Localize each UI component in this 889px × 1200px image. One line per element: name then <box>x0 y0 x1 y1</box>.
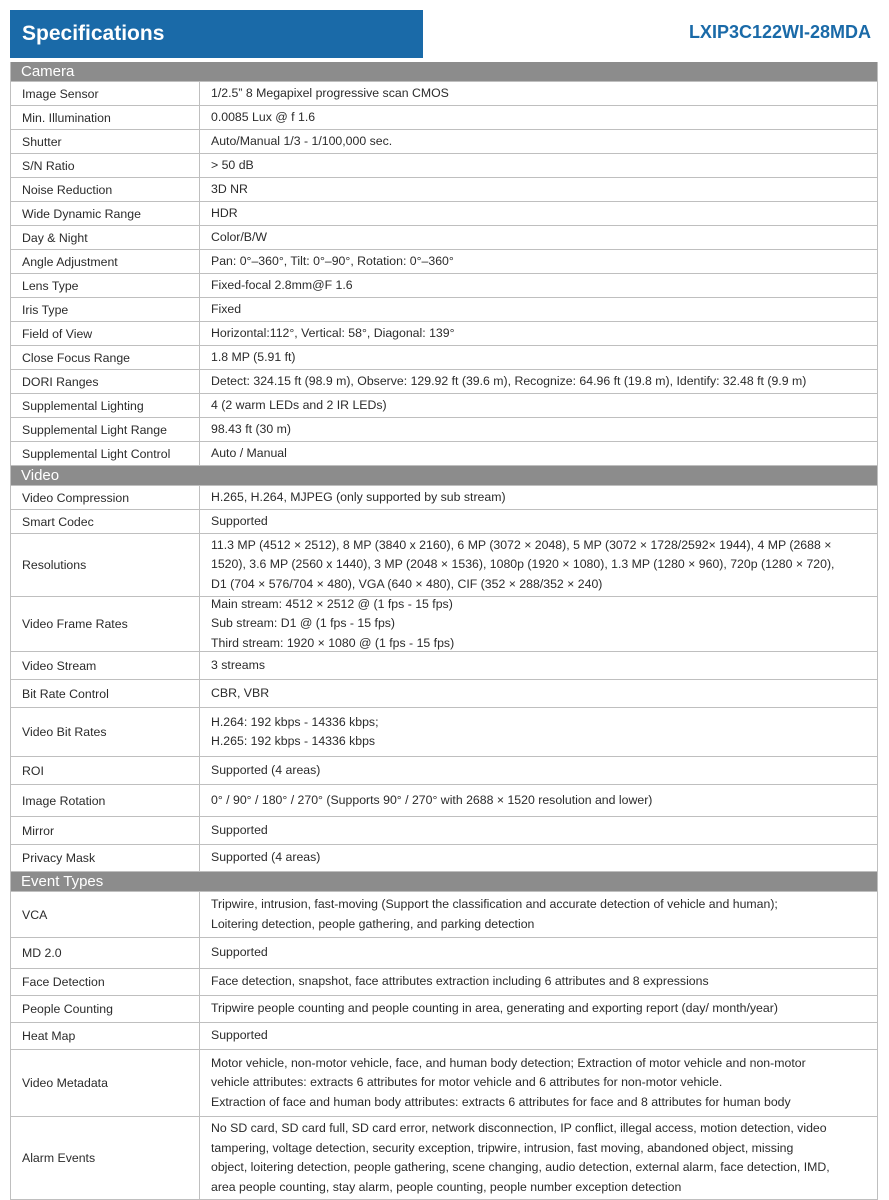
spec-value-line: Auto/Manual 1/3 - 1/100,000 sec. <box>211 133 393 148</box>
spec-label: Supplemental Light Range <box>11 418 200 441</box>
spec-value <box>200 892 877 937</box>
spec-value-line: area people counting, stay alarm, people counting, people number exception detection <box>211 1179 682 1194</box>
spec-label: Video Stream <box>11 652 200 679</box>
spec-label: Video Bit Rates <box>11 708 200 756</box>
spec-label: MD 2.0 <box>11 938 200 968</box>
spec-value <box>200 394 877 417</box>
spec-row <box>11 370 877 394</box>
spec-row <box>11 652 877 680</box>
spec-value-line: Fixed-focal 2.8mm@F 1.6 <box>211 277 353 292</box>
spec-value <box>200 1050 877 1116</box>
spec-value <box>200 250 877 273</box>
spec-value <box>200 938 877 968</box>
spec-value-line: Third stream: 1920 × 1080 @ (1 fps - 15 fps) <box>211 635 455 650</box>
spec-row <box>11 418 877 442</box>
spec-value-line: 3 streams <box>211 657 265 672</box>
spec-label: Video Frame Rates <box>11 597 200 651</box>
spec-value <box>200 130 877 153</box>
page-header <box>0 0 889 62</box>
spec-value-line: object, loitering detection, people gathering, scene changing, audio detection, external alarm, face detection, IMD, <box>211 1160 830 1174</box>
spec-value-line: 4 (2 warm LEDs and 2 IR LEDs) <box>211 397 387 412</box>
spec-label: Angle Adjustment <box>11 250 200 273</box>
spec-value <box>200 845 877 871</box>
spec-value-line: Color/B/W <box>211 229 268 244</box>
spec-label: Noise Reduction <box>11 178 200 201</box>
spec-value <box>200 106 877 129</box>
spec-label: Video Metadata <box>11 1050 200 1116</box>
spec-row <box>11 346 877 370</box>
spec-value-line: 0° / 90° / 180° / 270° (Supports 90° / 270° with 2688 × 1520 resolution and lower) <box>211 792 653 807</box>
spec-label: Iris Type <box>11 298 200 321</box>
spec-label: Shutter <box>11 130 200 153</box>
spec-label: Resolutions <box>11 534 200 596</box>
spec-label: Min. Illumination <box>11 106 200 129</box>
spec-label: Heat Map <box>11 1023 200 1049</box>
spec-label: Lens Type <box>11 274 200 297</box>
spec-value-line: Supported <box>211 1028 268 1043</box>
spec-value <box>200 370 877 393</box>
spec-value-line: Tripwire people counting and people counting in area, generating and exporting report (day/ month/year) <box>211 1001 778 1016</box>
spec-label: ROI <box>11 757 200 784</box>
spec-row <box>11 845 877 872</box>
spec-row <box>11 817 877 845</box>
spec-row <box>11 154 877 178</box>
spec-label: S/N Ratio <box>11 154 200 177</box>
spec-label: Wide Dynamic Range <box>11 202 200 225</box>
spec-value-line: Supported (4 areas) <box>211 762 321 777</box>
spec-label: Field of View <box>11 322 200 345</box>
spec-value <box>200 486 877 509</box>
spec-value <box>200 597 877 651</box>
spec-value-line: Loitering detection, people gathering, and parking detection <box>211 916 535 931</box>
spec-value-line: HDR <box>211 205 238 220</box>
spec-value <box>200 510 877 533</box>
spec-value <box>200 652 877 679</box>
spec-value <box>200 680 877 707</box>
spec-label: Bit Rate Control <box>11 680 200 707</box>
spec-row <box>11 996 877 1023</box>
spec-label: Day & Night <box>11 226 200 249</box>
spec-row <box>11 82 877 106</box>
spec-value <box>200 418 877 441</box>
spec-row <box>11 785 877 817</box>
spec-row <box>11 442 877 466</box>
spec-value-line: Supported <box>211 822 268 837</box>
spec-value-line: 1520), 3.6 MP (2560 x 1440), 3 MP (2048 × 1536), 1080p (1920 × 1080), 1.3 MP (1280 × 960), 720p (1280 × 720), <box>211 557 835 572</box>
spec-row <box>11 298 877 322</box>
spec-value-line: 11.3 MP (4512 × 2512), 8 MP (3840 x 2160), 6 MP (3072 × 2048), 5 MP (3072 × 1728/2592× 1944), 4 MP (2688 × <box>211 537 832 552</box>
spec-value-line: Face detection, snapshot, face attributes extraction including 6 attributes and 8 expressions <box>211 974 709 989</box>
spec-row <box>11 250 877 274</box>
spec-label: DORI Ranges <box>11 370 200 393</box>
spec-row <box>11 178 877 202</box>
spec-row <box>11 394 877 418</box>
spec-value-line: Pan: 0°–360°, Tilt: 0°–90°, Rotation: 0°–360° <box>211 253 454 268</box>
spec-value <box>200 757 877 784</box>
spec-value-line: Extraction of face and human body attributes: extracts 6 attributes for face and 8 attributes for human body <box>211 1094 791 1109</box>
model-number: LXIP3C122WI-28MDA <box>688 22 871 42</box>
spec-row <box>11 510 877 534</box>
spec-row <box>11 1117 877 1200</box>
spec-value <box>200 1117 877 1199</box>
spec-value-line: 1/2.5” 8 Megapixel progressive scan CMOS <box>211 85 449 100</box>
spec-row <box>11 757 877 785</box>
spec-value-line: vehicle attributes: extracts 6 attributes for motor vehicle and 6 attributes for non-motor vehicle. <box>211 1075 723 1090</box>
spec-row <box>11 708 877 757</box>
spec-row <box>11 202 877 226</box>
spec-value-line: 98.43 ft (30 m) <box>211 421 291 436</box>
spec-label: Image Rotation <box>11 785 200 816</box>
spec-row <box>11 106 877 130</box>
spec-label: Alarm Events <box>11 1117 200 1199</box>
spec-label: Image Sensor <box>11 82 200 105</box>
spec-value <box>200 82 877 105</box>
spec-row <box>11 486 877 510</box>
spec-label: Supplemental Lighting <box>11 394 200 417</box>
spec-value <box>200 346 877 369</box>
spec-row <box>11 130 877 154</box>
spec-value-line: H.265, H.264, MJPEG (only supported by sub stream) <box>211 489 506 504</box>
spec-value-line: 1.8 MP (5.91 ft) <box>211 349 296 364</box>
spec-value-line: Main stream: 4512 × 2512 @ (1 fps - 15 fps) <box>211 596 453 611</box>
spec-value-line: Fixed <box>211 301 242 316</box>
spec-value <box>200 785 877 816</box>
spec-value-line: Sub stream: D1 @ (1 fps - 15 fps) <box>211 616 396 631</box>
spec-value <box>200 708 877 756</box>
spec-value <box>200 298 877 321</box>
spec-row <box>11 226 877 250</box>
spec-value-line: Supported <box>211 945 268 960</box>
spec-value-line: 3D NR <box>211 181 248 196</box>
spec-value-line: Auto / Manual <box>211 445 287 460</box>
spec-row <box>11 1050 877 1117</box>
spec-value-line: H.265: 192 kbps - 14336 kbps <box>211 734 376 748</box>
spec-row <box>11 534 877 597</box>
spec-row <box>11 1023 877 1050</box>
spec-label: Smart Codec <box>11 510 200 533</box>
spec-value <box>200 178 877 201</box>
spec-label: Face Detection <box>11 969 200 995</box>
spec-label: Close Focus Range <box>11 346 200 369</box>
spec-value <box>200 202 877 225</box>
spec-label: Privacy Mask <box>11 845 200 871</box>
spec-value <box>200 534 877 596</box>
spec-row <box>11 969 877 996</box>
spec-row <box>11 597 877 652</box>
spec-value <box>200 274 877 297</box>
spec-label: Supplemental Light Control <box>11 442 200 465</box>
spec-row <box>11 892 877 938</box>
spec-row <box>11 938 877 969</box>
page-title: Specifications <box>10 10 423 58</box>
spec-label: Video Compression <box>11 486 200 509</box>
spec-value <box>200 226 877 249</box>
spec-value-line: Supported <box>211 513 268 528</box>
section-header: Event Types <box>11 872 877 892</box>
spec-label: People Counting <box>11 996 200 1022</box>
spec-value-line: > 50 dB <box>211 157 254 172</box>
spec-value-line: Supported (4 areas) <box>211 850 321 865</box>
section-header: Camera <box>11 62 877 82</box>
spec-value-line: D1 (704 × 576/704 × 480), VGA (640 × 480), CIF (352 × 288/352 × 240) <box>211 576 603 591</box>
spec-value <box>200 154 877 177</box>
spec-value-line: 0.0085 Lux @ f 1.6 <box>211 109 316 124</box>
spec-table <box>10 62 878 1200</box>
spec-value-line: tampering, voltage detection, security exception, tripwire, intrusion, fast moving, abandoned object, missing <box>211 1140 794 1155</box>
spec-value <box>200 817 877 844</box>
spec-value-line: H.264: 192 kbps - 14336 kbps; <box>211 714 379 729</box>
spec-value-line: No SD card, SD card full, SD card error, network disconnection, IP conflict, illegal access, motion detection, video <box>211 1121 827 1135</box>
spec-row <box>11 322 877 346</box>
spec-label: VCA <box>11 892 200 937</box>
spec-row <box>11 680 877 708</box>
spec-value-line: Detect: 324.15 ft (98.9 m), Observe: 129.92 ft (39.6 m), Recognize: 64.96 ft (19.8 m), Identify: 32.48 ft (9.9 m) <box>211 373 807 388</box>
section-header: Video <box>11 466 877 486</box>
spec-value <box>200 322 877 345</box>
spec-value <box>200 969 877 995</box>
spec-value <box>200 1023 877 1049</box>
spec-value-line: Horizontal:112°, Vertical: 58°, Diagonal: 139° <box>211 325 455 340</box>
spec-value <box>200 442 877 465</box>
spec-value-line: Motor vehicle, non-motor vehicle, face, and human body detection; Extraction of motor vehicle and non-motor <box>211 1055 806 1070</box>
spec-value <box>200 996 877 1022</box>
spec-value-line: CBR, VBR <box>211 685 270 700</box>
spec-row <box>11 274 877 298</box>
spec-value-line: Tripwire, intrusion, fast-moving (Support the classification and accurate detection of vehicle and human); <box>211 897 778 911</box>
spec-label: Mirror <box>11 817 200 844</box>
